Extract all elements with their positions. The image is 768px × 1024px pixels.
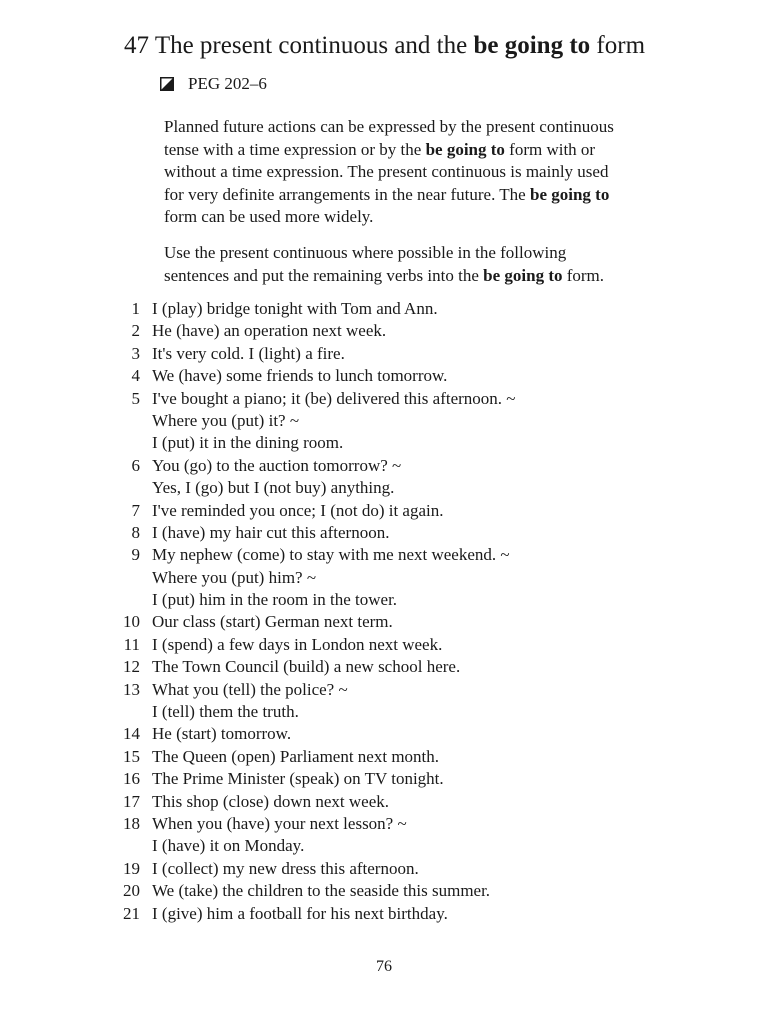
reference-line (160, 72, 267, 96)
exercise-text: The Town Council (build) a new school here. (152, 657, 461, 677)
exercise-number: 8 (131, 522, 140, 542)
exercise-text: I (put) him in the room in the tower. (152, 590, 398, 610)
exercise-line (0, 432, 768, 454)
exercise-text: My nephew (come) to stay with me next weekend. ~ (152, 545, 510, 565)
exercise-number: 17 (123, 791, 140, 811)
exercise-text: This shop (close) down next week. (152, 791, 390, 811)
exercise-line (0, 903, 768, 925)
exercise-line (0, 500, 768, 522)
exercise-text: Where you (put) it? ~ (152, 410, 300, 430)
exercise-line (0, 634, 768, 656)
exercise-text: You (go) to the auction tomorrow? ~ (152, 455, 402, 475)
exercise-number: 16 (123, 769, 140, 789)
exercise-line (0, 522, 768, 544)
reference-text: PEG 202–6 (188, 74, 267, 93)
exercise-number: 10 (123, 612, 140, 632)
exercise-number: 7 (131, 500, 140, 520)
instruction-line: Use the present continuous where possible in the following (164, 243, 567, 262)
intro-line: tense with a time expression or by the be going to form with or (164, 139, 596, 159)
exercise-text: He (start) tomorrow. (152, 724, 292, 744)
exercise-line (0, 589, 768, 611)
exercise-number: 15 (123, 746, 140, 766)
exercise-number (0, 567, 152, 589)
intro-line: without a time expression. The present continuous is mainly used (164, 162, 609, 181)
exercise-number: 20 (123, 881, 140, 901)
exercise-line (0, 455, 768, 477)
exercise-line (0, 611, 768, 633)
exercise-line (0, 365, 768, 387)
intro-line: Planned future actions can be expressed by the present continuous (164, 117, 614, 136)
exercise-number: 3 (131, 343, 140, 363)
exercise-text: Where you (put) him? ~ (152, 567, 317, 587)
page-title (124, 30, 645, 62)
exercise-line (0, 835, 768, 857)
exercise-number: 21 (123, 903, 140, 923)
exercise-number: 19 (123, 858, 140, 878)
exercise-line (0, 544, 768, 566)
title-text-post: form (596, 32, 646, 59)
exercise-text: I (put) it in the dining room. (152, 433, 344, 453)
exercise-number (0, 835, 152, 857)
title-number: 47 (124, 32, 149, 59)
exercise-text: Our class (start) German next term. (152, 612, 393, 632)
exercise-number: 11 (123, 634, 140, 654)
instruction-paragraph (164, 242, 754, 287)
exercise-text: I (tell) them the truth. (152, 702, 299, 722)
exercise-line (0, 477, 768, 499)
exercise-line (0, 320, 768, 342)
exercise-number: 5 (131, 388, 140, 408)
exercise-line (0, 723, 768, 745)
exercise-text: Yes, I (go) but I (not buy) anything. (152, 478, 395, 498)
exercise-text: When you (have) your next lesson? ~ (152, 813, 407, 833)
exercise-text: I (collect) my new dress this afternoon. (152, 858, 419, 878)
exercise-number (0, 432, 152, 454)
exercise-number (0, 589, 152, 611)
exercise-line (0, 343, 768, 365)
exercise-line (0, 298, 768, 320)
exercise-text: It's very cold. I (light) a fire. (152, 343, 345, 363)
intro-line: for very definite arrangements in the near future. The be going to (164, 184, 610, 204)
exercise-text: We (take) the children to the seaside this summer. (152, 881, 491, 901)
exercise-number: 1 (131, 299, 140, 318)
title-text-pre: The present continuous and the (154, 32, 468, 59)
exercise-text: I've bought a piano; it (be) delivered this afternoon. ~ (152, 388, 516, 408)
exercise-line (0, 746, 768, 768)
exercise-line (0, 880, 768, 902)
exercise-text: He (have) an operation next week. (152, 321, 387, 341)
exercise-text: I (play) bridge tonight with Tom and Ann. (152, 299, 438, 318)
exercise-line (0, 388, 768, 410)
exercise-number: 4 (131, 366, 140, 386)
instruction-line: sentences and put the remaining verbs into the be going to form. (164, 265, 605, 285)
exercise-text: I (give) him a football for his next birthday. (152, 903, 448, 923)
exercise-line (0, 791, 768, 813)
exercise-number: 9 (131, 545, 140, 565)
exercise-text: I (spend) a few days in London next week. (152, 634, 443, 654)
title-text-bold: be going to (473, 32, 591, 59)
half-filled-square-icon (160, 77, 174, 91)
exercise-number (0, 410, 152, 432)
exercise-line (0, 410, 768, 432)
exercise-line (0, 768, 768, 790)
exercise-line (0, 679, 768, 701)
exercise-text: I've reminded you once; I (not do) it again. (152, 500, 444, 520)
exercise-number (0, 477, 152, 499)
exercise-number: 2 (131, 321, 140, 341)
intro-line: form can be used more widely. (164, 207, 374, 226)
exercise-line (0, 813, 768, 835)
exercise-number: 18 (123, 813, 140, 833)
exercise-number (0, 701, 152, 723)
exercise-line (0, 567, 768, 589)
exercise-text: The Queen (open) Parliament next month. (152, 746, 440, 766)
page-number: 76 (376, 958, 392, 975)
exercise-text: We (have) some friends to lunch tomorrow. (152, 366, 448, 386)
exercise-text: What you (tell) the police? ~ (152, 679, 348, 699)
exercise-line (0, 656, 768, 678)
exercise-line (0, 858, 768, 880)
exercise-number: 14 (123, 724, 140, 744)
exercise-text: I (have) it on Monday. (152, 836, 305, 856)
intro-paragraph (164, 116, 754, 229)
exercise-number: 12 (123, 657, 140, 677)
exercise-number: 13 (123, 679, 140, 699)
exercise-list (0, 298, 768, 925)
exercise-line (0, 701, 768, 723)
exercise-number: 6 (131, 455, 140, 475)
exercise-text: The Prime Minister (speak) on TV tonight. (152, 769, 444, 789)
exercise-text: I (have) my hair cut this afternoon. (152, 522, 390, 542)
